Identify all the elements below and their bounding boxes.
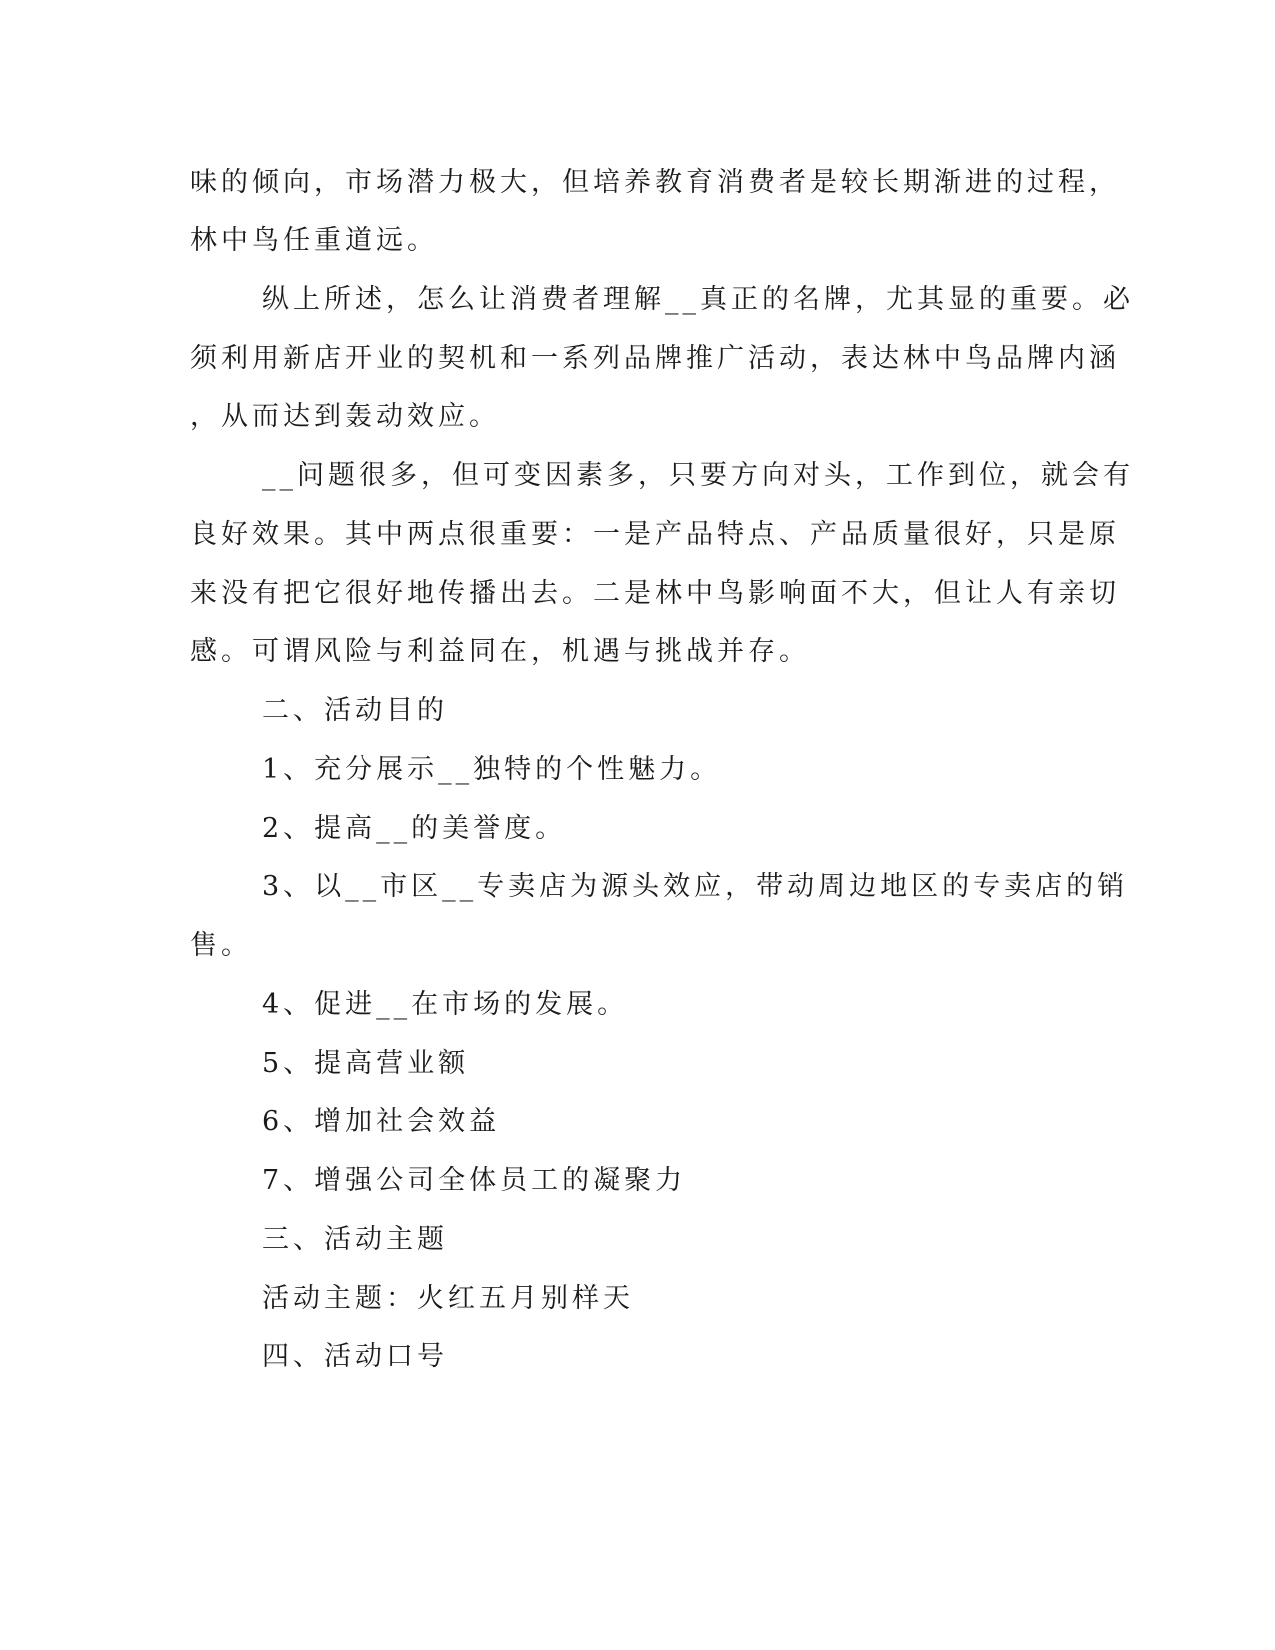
- section-heading: 二、活动目的: [262, 695, 448, 726]
- section-heading: 四、活动口号: [262, 1341, 448, 1372]
- list-item: 1、充分展示__独特的个性魅力。: [262, 754, 722, 785]
- paragraph-line: 林中鸟任重道远。: [190, 225, 438, 256]
- list-item: 2、提高__的美誉度。: [262, 813, 567, 844]
- paragraph-line: 感。可谓风险与利益同在，机遇与挑战并存。: [190, 636, 810, 667]
- paragraph-line: 纵上所述，怎么让消费者理解__真正的名牌，尤其显的重要。必: [262, 284, 1134, 315]
- paragraph-line: __问题很多，但可变因素多，只要方向对头，工作到位，就会有: [262, 460, 1134, 491]
- list-item: 3、以__市区__专卖店为源头效应，带动周边地区的专卖店的销: [262, 871, 1129, 902]
- list-item: 7、增强公司全体员工的凝聚力: [262, 1165, 687, 1196]
- paragraph-line: ，从而达到轰动效应。: [190, 401, 500, 432]
- list-item: 4、促进__在市场的发展。: [262, 989, 629, 1020]
- paragraph-line: 活动主题：火红五月别样天: [262, 1283, 634, 1314]
- paragraph-line: 须利用新店开业的契机和一系列品牌推广活动，表达林中鸟品牌内涵: [190, 343, 1120, 374]
- list-item: 6、增加社会效益: [262, 1106, 501, 1137]
- section-heading: 三、活动主题: [262, 1224, 448, 1255]
- paragraph-line: 味的倾向，市场潜力极大，但培养教育消费者是较长期渐进的过程，: [190, 167, 1120, 198]
- list-item: 5、提高营业额: [262, 1048, 470, 1079]
- paragraph-line: 良好效果。其中两点很重要：一是产品特点、产品质量很好，只是原: [190, 519, 1120, 550]
- paragraph-line: 来没有把它很好地传播出去。二是林中鸟影响面不大，但让人有亲切: [190, 578, 1120, 609]
- list-item-continuation: 售。: [190, 930, 252, 961]
